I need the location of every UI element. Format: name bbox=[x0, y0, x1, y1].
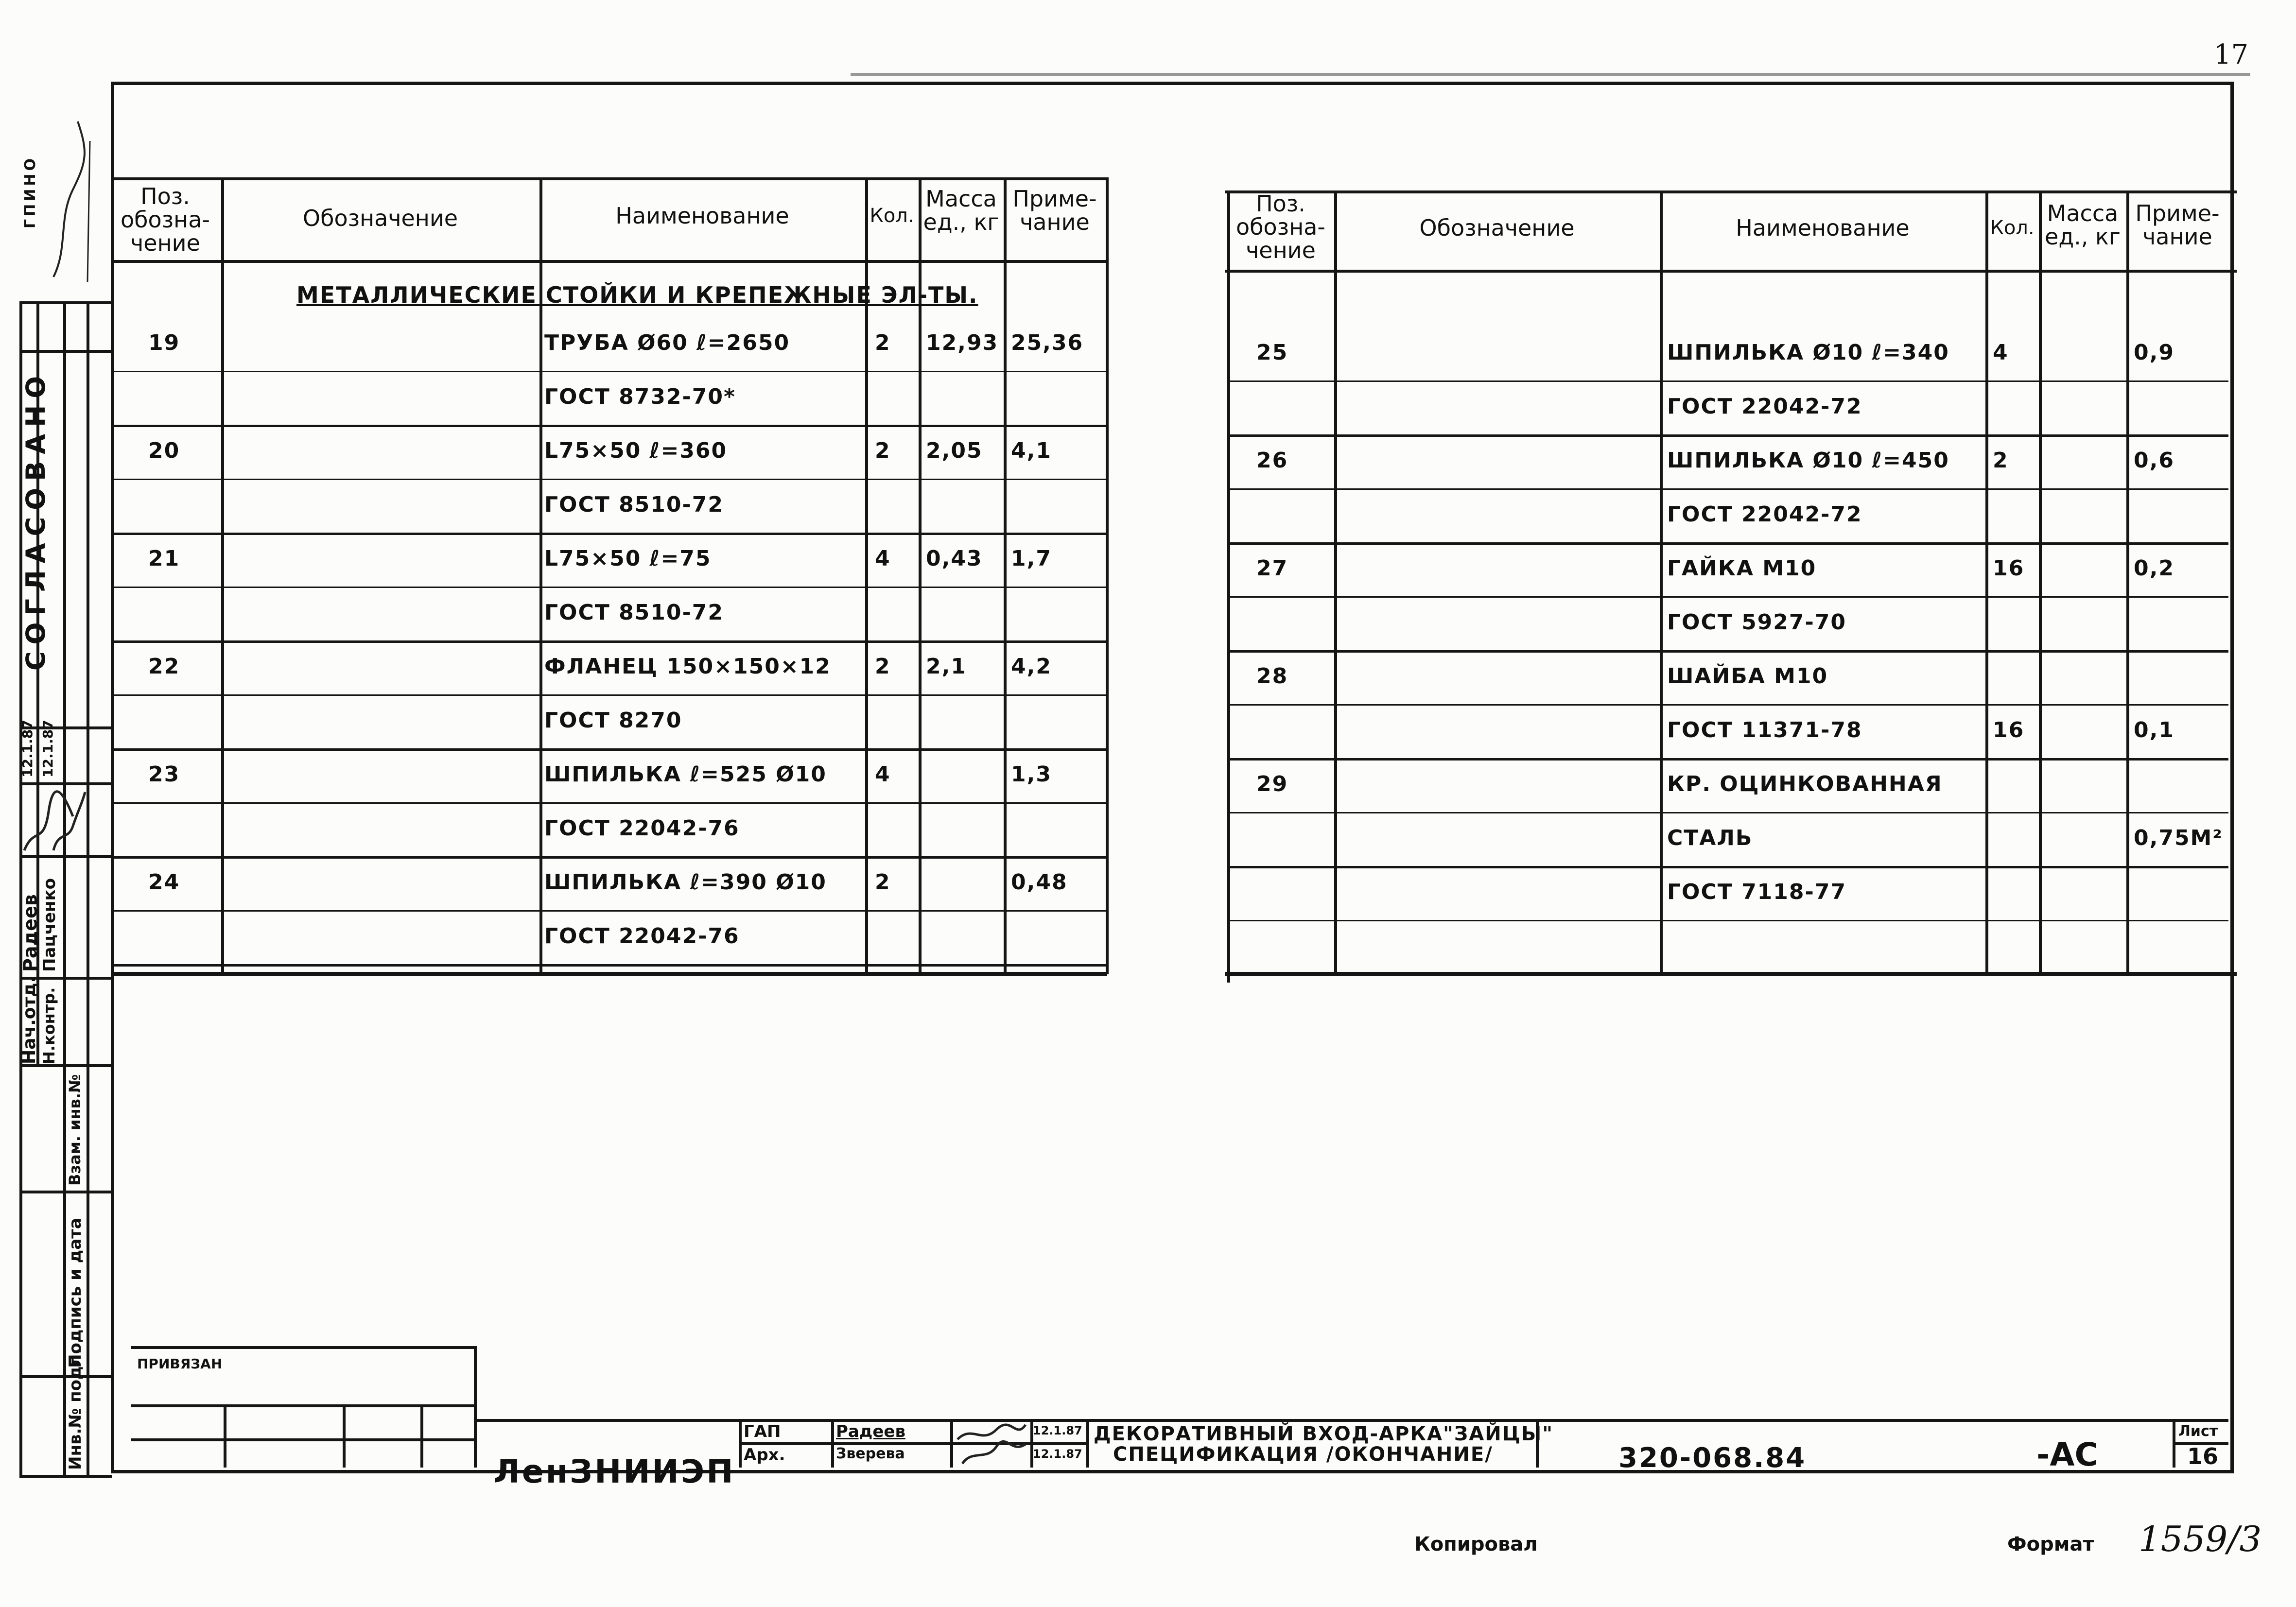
header-qty: Кол. bbox=[1990, 217, 2035, 239]
header-mass: Масса ед., кг bbox=[923, 186, 999, 235]
cell-note: 0,75М² bbox=[2134, 826, 2223, 850]
cell-pos: 23 bbox=[148, 762, 180, 787]
cell-pos: 26 bbox=[1256, 448, 1288, 473]
cell-qty: 2 bbox=[875, 330, 891, 355]
cell-name: ШПИЛЬКА Ø10 ℓ=450 bbox=[1667, 448, 1949, 473]
header-designation: Обозначение bbox=[1419, 215, 1575, 241]
role-2: Арх. bbox=[744, 1445, 785, 1465]
cell-name: L75×50 ℓ=75 bbox=[544, 546, 712, 571]
row-separator bbox=[1227, 650, 2228, 653]
format-label: Формат bbox=[2007, 1533, 2094, 1555]
cell-name: ГОСТ 22042-76 bbox=[544, 816, 740, 841]
title-line-1: ДЕКОРАТИВНЫЙ ВХОД-АРКА"ЗАЙЦЫ" bbox=[1094, 1423, 1554, 1445]
row-separator bbox=[1227, 488, 2228, 490]
top-edge-line bbox=[851, 73, 2250, 76]
head-dept-label: Нач.отд. bbox=[19, 976, 39, 1064]
cell-mass: 0,43 bbox=[926, 546, 983, 571]
person-1: Радеев bbox=[836, 1422, 905, 1441]
cell-mass: 2,05 bbox=[926, 438, 983, 463]
date-2: 12.1.87 bbox=[40, 720, 56, 778]
cell-name: ГОСТ 11371-78 bbox=[1667, 718, 1862, 743]
cell-name: ШПИЛЬКА Ø10 ℓ=340 bbox=[1667, 340, 1949, 365]
org-name: ЛенЗНИИЭП bbox=[493, 1453, 735, 1490]
row-separator bbox=[111, 910, 1107, 912]
cell-pos: 21 bbox=[148, 546, 180, 571]
cell-name: ШПИЛЬКА ℓ=525 Ø10 bbox=[544, 762, 827, 787]
top-small-label: ГПИНО bbox=[22, 156, 39, 228]
cell-pos: 24 bbox=[148, 870, 180, 895]
date-2: 12.1.87 bbox=[1033, 1447, 1082, 1461]
row-separator bbox=[1227, 704, 2228, 706]
date-1: 12.1.87 bbox=[1033, 1424, 1082, 1437]
row-separator bbox=[111, 964, 1107, 967]
cell-qty: 4 bbox=[1993, 340, 2009, 365]
cell-name: ГОСТ 5927-70 bbox=[1667, 610, 1847, 635]
inv-no-label: Инв.№ подл. bbox=[66, 1348, 85, 1470]
row-separator bbox=[111, 802, 1107, 804]
cell-name: ФЛАНЕЦ 150×150×12 bbox=[544, 654, 831, 679]
cell-qty: 2 bbox=[875, 870, 891, 895]
person-name-1: Радеев bbox=[19, 894, 41, 972]
cell-pos: 19 bbox=[148, 330, 180, 355]
format-value: 1559/3 bbox=[2139, 1519, 2262, 1559]
cell-pos: 25 bbox=[1256, 340, 1288, 365]
cell-name: ТРУБА Ø60 ℓ=2650 bbox=[544, 330, 790, 355]
cell-mass: 2,1 bbox=[926, 654, 967, 679]
cell-name: ГОСТ 8510-72 bbox=[544, 600, 724, 625]
cell-name: ШАЙБА М10 bbox=[1667, 664, 1828, 689]
row-separator bbox=[1227, 542, 2228, 545]
person-name-2: Пацченко bbox=[40, 878, 59, 972]
cell-note: 1,7 bbox=[1011, 546, 1052, 571]
cell-name: ГОСТ 7118-77 bbox=[1667, 880, 1847, 904]
row-separator bbox=[111, 856, 1107, 859]
signature-marks-tb bbox=[953, 1420, 1030, 1467]
header-qty: Кол. bbox=[870, 205, 914, 227]
cell-name: СТАЛЬ bbox=[1667, 826, 1753, 850]
row-separator bbox=[111, 479, 1107, 480]
cell-name: ШПИЛЬКА ℓ=390 Ø10 bbox=[544, 870, 827, 895]
copied-label: Копировал bbox=[1414, 1533, 1538, 1555]
doc-code: 320-068.84 bbox=[1618, 1442, 1807, 1474]
title-line-2: СПЕЦИФИКАЦИЯ /ОКОНЧАНИЕ/ bbox=[1113, 1443, 1493, 1466]
row-separator bbox=[1227, 434, 2228, 437]
cell-qty: 16 bbox=[1993, 556, 2025, 581]
attached-label: ПРИВЯЗАН bbox=[137, 1356, 223, 1372]
cell-mass: 12,93 bbox=[926, 330, 999, 355]
cell-name: ГОСТ 22042-72 bbox=[1667, 394, 1862, 419]
cell-note: 25,36 bbox=[1011, 330, 1084, 355]
cell-note: 0,9 bbox=[2134, 340, 2174, 365]
header-name: Наименование bbox=[1736, 215, 1910, 241]
header-pos: Поз. обозна- чение bbox=[121, 183, 210, 256]
row-separator bbox=[1227, 758, 2228, 760]
cell-note: 0,48 bbox=[1011, 870, 1068, 895]
replace-inv-label: Взам. инв.№ bbox=[66, 1074, 84, 1186]
cell-note: 0,2 bbox=[2134, 556, 2174, 581]
cell-note: 1,3 bbox=[1011, 762, 1052, 787]
cell-name: ГОСТ 8732-70* bbox=[544, 384, 736, 409]
header-designation: Обозначение bbox=[302, 205, 458, 231]
section-title: МЕТАЛЛИЧЕСКИЕ СТОЙКИ И КРЕПЕЖНЫЕ ЭЛ-ТЫ. bbox=[296, 282, 978, 308]
header-pos: Поз. обозна- чение bbox=[1236, 190, 1325, 263]
row-separator bbox=[1227, 812, 2228, 813]
row-separator bbox=[111, 694, 1107, 696]
cell-name: ГОСТ 8270 bbox=[544, 708, 682, 733]
cell-qty: 4 bbox=[875, 762, 891, 787]
cell-note: 0,1 bbox=[2134, 718, 2174, 743]
header-note: Приме- чание bbox=[2135, 200, 2220, 250]
cell-qty: 2 bbox=[875, 654, 891, 679]
cell-qty: 4 bbox=[875, 546, 891, 571]
sheet-number: 16 bbox=[2187, 1443, 2219, 1469]
row-separator bbox=[111, 640, 1107, 643]
person-2: Зверева bbox=[836, 1445, 905, 1462]
row-separator bbox=[111, 748, 1107, 751]
header-name: Наименование bbox=[615, 203, 789, 229]
cell-pos: 20 bbox=[148, 438, 180, 463]
row-separator bbox=[111, 587, 1107, 588]
cell-pos: 27 bbox=[1256, 556, 1288, 581]
cell-pos: 28 bbox=[1256, 664, 1288, 689]
chief-label: Н.контр. bbox=[40, 987, 58, 1064]
header-note: Приме- чание bbox=[1012, 186, 1097, 235]
role-1: ГАП bbox=[744, 1422, 781, 1441]
sign-date-label: Подпись и дата bbox=[66, 1218, 85, 1368]
cell-note: 4,1 bbox=[1011, 438, 1052, 463]
row-separator bbox=[1227, 920, 2228, 921]
cell-pos: 29 bbox=[1256, 772, 1288, 796]
row-separator bbox=[1227, 866, 2228, 868]
cell-qty: 2 bbox=[1993, 448, 2009, 473]
cell-name: КР. ОЦИНКОВАННАЯ bbox=[1667, 772, 1943, 796]
cell-pos: 22 bbox=[148, 654, 180, 679]
row-separator bbox=[1227, 596, 2228, 598]
doc-suffix: -АС bbox=[2036, 1436, 2098, 1473]
corner-number: 17 bbox=[2214, 39, 2249, 70]
cell-note: 4,2 bbox=[1011, 654, 1052, 679]
cell-qty: 16 bbox=[1993, 718, 2025, 743]
cell-name: ГОСТ 22042-76 bbox=[544, 924, 740, 949]
agreed-label: СОГЛАСОВАНО bbox=[20, 369, 51, 671]
sheet-label: Лист bbox=[2178, 1423, 2218, 1440]
cell-name: L75×50 ℓ=360 bbox=[544, 438, 728, 463]
row-separator bbox=[111, 533, 1107, 535]
cell-name: ГАЙКА М10 bbox=[1667, 556, 1817, 581]
cell-qty: 2 bbox=[875, 438, 891, 463]
cell-name: ГОСТ 8510-72 bbox=[544, 492, 724, 517]
row-separator bbox=[1227, 380, 2228, 382]
row-separator bbox=[111, 425, 1107, 427]
date-1: 12.1.87 bbox=[19, 720, 35, 778]
cell-note: 0,6 bbox=[2134, 448, 2174, 473]
signature-marks bbox=[19, 782, 87, 855]
cell-name: ГОСТ 22042-72 bbox=[1667, 502, 1862, 527]
row-separator bbox=[111, 371, 1107, 372]
top-corner-marks bbox=[44, 92, 107, 296]
header-mass: Масса ед., кг bbox=[2045, 200, 2121, 250]
